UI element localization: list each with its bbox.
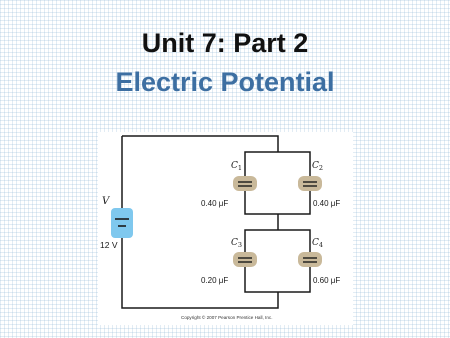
capacitor-c4 <box>298 252 322 267</box>
capacitor-c2-label: $C_2$ <box>312 161 324 172</box>
battery <box>111 208 133 238</box>
capacitor-c4-label: $C_4$ <box>312 238 324 249</box>
capacitor-c2 <box>298 176 322 191</box>
capacitor-c1-value: 0.40 μF <box>201 199 229 208</box>
capacitor-c1-label: $C_1$ <box>231 161 243 172</box>
battery-body <box>111 208 133 238</box>
capacitor-c1-body <box>233 176 257 191</box>
capacitor-c1 <box>233 176 257 191</box>
slide-title: Unit 7: Part 2 <box>141 28 309 58</box>
copyright-notice: Copyright © 2007 Pearson Prentice Hall, Inc. <box>181 315 273 320</box>
capacitor-c4-body <box>298 252 322 267</box>
capacitor-c3 <box>233 252 257 267</box>
capacitor-c3-body <box>233 252 257 267</box>
capacitor-c2-body <box>298 176 322 191</box>
capacitor-c3-value: 0.20 μF <box>201 276 229 285</box>
battery-symbol-label: V <box>102 196 110 207</box>
battery-voltage-label: 12 V <box>100 240 118 250</box>
capacitor-c2-value: 0.40 μF <box>313 199 341 208</box>
circuit-diagram <box>98 132 353 325</box>
slide-subtitle: Electric Potential <box>115 67 335 97</box>
wire-top <box>122 136 278 152</box>
capacitor-c4-value: 0.60 μF <box>313 276 341 285</box>
capacitor-c3-label: $C_3$ <box>231 238 243 249</box>
wire-left <box>122 136 278 308</box>
circuit-figure <box>98 132 353 325</box>
